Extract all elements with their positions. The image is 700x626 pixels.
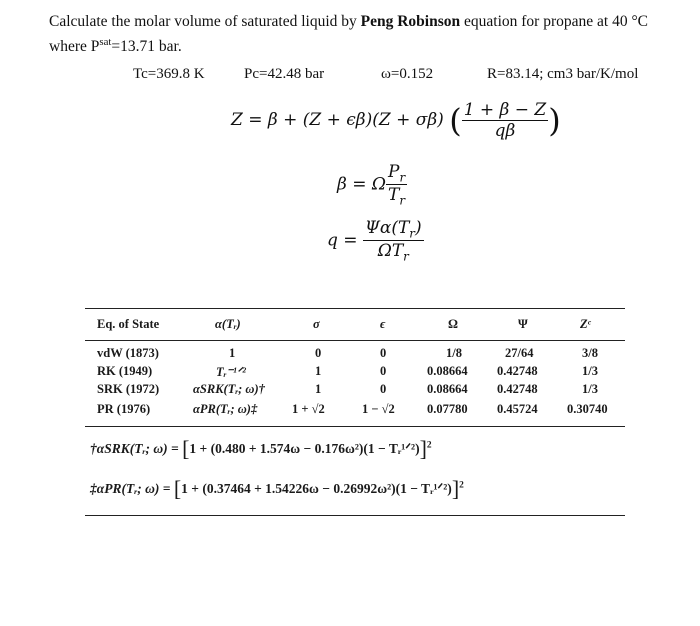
question-line-1: Calculate the molar volume of saturated liquid by Peng Robinson equation for propane at 40 °C — [49, 13, 648, 30]
question-text — [49, 12, 648, 57]
table-row-alpha: Tᵣ⁻¹ᐟ² — [216, 365, 246, 379]
table-body-rule — [85, 426, 625, 427]
table-row-omega: 0.08664 — [427, 382, 468, 396]
table-row-sigma: 1 + √2 — [292, 402, 325, 416]
table-row-epsilon: 0 — [380, 382, 387, 396]
param-r: R=83.14; cm3 bar/K/mol — [487, 66, 639, 82]
header-zc: Zᶜ — [580, 317, 591, 331]
header-alpha: α(Tᵣ) — [215, 317, 241, 331]
beta-fraction: $\frac{P_r}{T_r}$ — [387, 162, 406, 208]
header-epsilon: ϵ — [380, 317, 386, 331]
table-row-alpha: αSRK(Tᵣ; ω)† — [193, 382, 265, 396]
table-row-zc: 3/8 — [582, 346, 598, 360]
table-row-zc: 0.30740 — [567, 402, 608, 416]
table-row-alpha: αPR(Tᵣ; ω)‡ — [193, 402, 258, 416]
table-row-psi: 0.42748 — [497, 364, 538, 378]
header-eos: Eq. of State — [97, 317, 160, 331]
table-row-epsilon: 1 − √2 — [362, 402, 395, 416]
table-row-sigma: 1 — [315, 364, 322, 378]
table-row-zc: 1/3 — [582, 364, 598, 378]
table-row-omega: 1/8 — [446, 346, 462, 360]
param-omega: ω=0.152 — [381, 66, 434, 82]
header-sigma: σ — [313, 317, 320, 331]
beta-equation: β = Ω $\frac{P_r}{T_r}$ — [337, 162, 406, 208]
table-row-eos: RK (1949) — [97, 364, 153, 378]
table-row-eos: PR (1976) — [97, 402, 151, 416]
table-row-sigma: 0 — [315, 346, 322, 360]
table-row-alpha: 1 — [229, 346, 236, 360]
table-row-omega: 0.07780 — [427, 402, 468, 416]
table-row-psi: 0.42748 — [497, 382, 538, 396]
table-row-epsilon: 0 — [380, 346, 387, 360]
q-equation: q = $\frac{\Psi\alpha(T_r)}{\Omega T_r}$ — [327, 218, 422, 264]
table-row-eos: vdW (1873) — [97, 346, 159, 360]
q-fraction: $\frac{\Psi\alpha(T_r)}{\Omega T_r}$ — [364, 218, 422, 264]
table-row-zc: 1/3 — [582, 382, 598, 396]
table-row-psi: 27/64 — [505, 346, 534, 360]
table-row-sigma: 1 — [315, 382, 322, 396]
table-top-rule — [85, 308, 625, 309]
table-row-omega: 0.08664 — [427, 364, 468, 378]
footnote-pr: ‡αPR(Tᵣ; ω) = [1 + (0.37464 + 1.54226ω − 0.26992ω²)(1 − Tᵣ¹ᐟ²)]$^2$ — [90, 476, 464, 501]
z-equation: Z = β + (Z + ϵβ)(Z + σβ) ( $\frac{1 + \beta - Z}{q\beta}$ ) — [231, 100, 561, 141]
table-row-epsilon: 0 — [380, 364, 387, 378]
param-pc: Pc=42.48 bar — [244, 66, 325, 82]
table-bottom-rule — [85, 515, 625, 516]
header-psi: Ψ — [518, 317, 528, 331]
footnote-srk: †αSRK(Tᵣ; ω) = [1 + (0.480 + 1.574ω − 0.176ω²)(1 − Tᵣ¹ᐟ²)]$^2$ — [90, 436, 432, 461]
table-header-rule — [85, 340, 625, 341]
table-row-eos: SRK (1972) — [97, 382, 160, 396]
z-fraction: $\frac{1 + \beta - Z}{q\beta}$ — [463, 100, 547, 141]
method-name: Peng Robinson — [360, 13, 461, 30]
table-row-psi: 0.45724 — [497, 402, 538, 416]
param-tc: Tc=369.8 K — [133, 66, 205, 82]
question-line-2: where $P^{sat}=13.71$ bar. — [49, 36, 182, 56]
header-omega: Ω — [448, 317, 459, 331]
